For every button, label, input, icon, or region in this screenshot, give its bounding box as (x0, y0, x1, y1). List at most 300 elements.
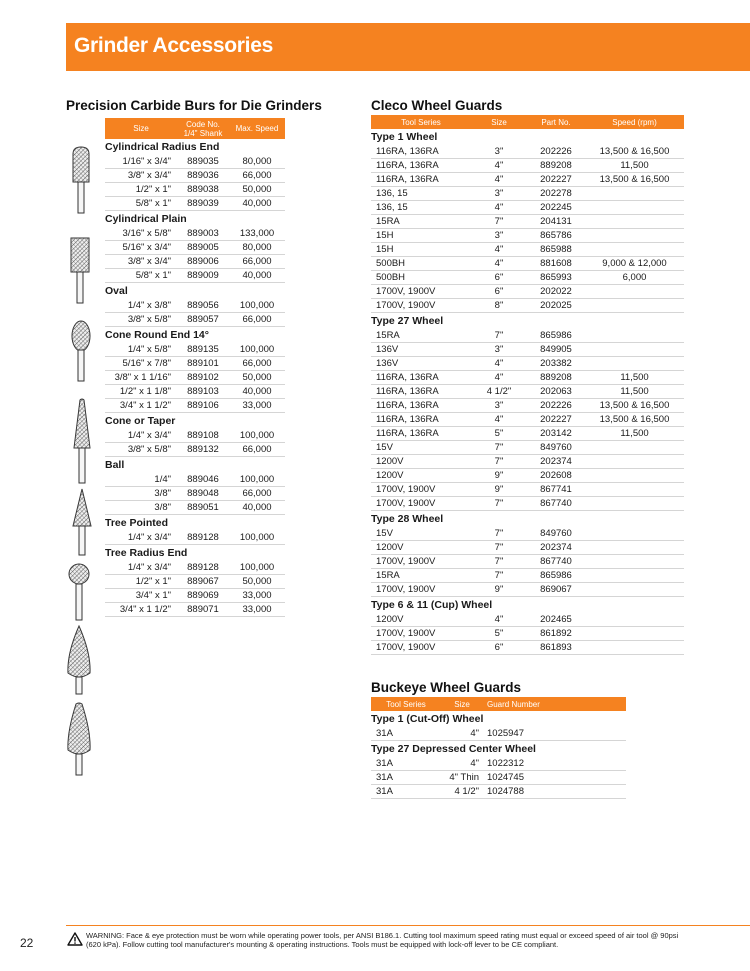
guard-cell-speed: 13,500 & 16,500 (585, 399, 684, 413)
group-heading-row (105, 457, 285, 474)
bur-row (105, 155, 285, 169)
bur-cell-spd: 100,000 (229, 429, 285, 443)
guard-row (371, 159, 684, 173)
bur-cell-code: 889135 (177, 343, 229, 357)
guard-cell-speed (585, 641, 684, 655)
bur-cell-size: 1/16" x 3/4" (105, 155, 177, 169)
bur-cell-size: 1/2" x 1 1/8" (105, 385, 177, 399)
wheel-type-heading: Type 27 Depressed Center Wheel (371, 743, 536, 755)
guard-cell-speed (585, 613, 684, 627)
bur-row (105, 241, 285, 255)
guard-row (371, 173, 684, 187)
group-heading-row (105, 139, 285, 155)
bur-cell-size: 1/2" x 1" (105, 183, 177, 197)
guard-cell-series: 15V (371, 441, 471, 455)
burs-section-title: Precision Carbide Burs for Die Grinders (66, 98, 322, 113)
guard-cell-part: 865986 (527, 569, 585, 583)
bur-cell-spd: 100,000 (229, 561, 285, 575)
guard-cell-series: 1700V, 1900V (371, 483, 471, 497)
bur-row (105, 299, 285, 313)
guard-cell-size: 5" (471, 627, 527, 641)
bur-cell-size: 5/16" x 7/8" (105, 357, 177, 371)
bur-cell-size: 5/16" x 3/4" (105, 241, 177, 255)
guard-cell-part: 849905 (527, 343, 585, 357)
guard-cell-speed: 9,000 & 12,000 (585, 257, 684, 271)
guard-cell-series: 116RA, 136RA (371, 399, 471, 413)
guard-cell-part: 202227 (527, 173, 585, 187)
guard-cell-series: 1700V, 1900V (371, 285, 471, 299)
guard-cell-series: 1700V, 1900V (371, 641, 471, 655)
bur-row (105, 183, 285, 197)
wheel-type-heading: Type 6 & 11 (Cup) Wheel (371, 599, 493, 611)
guard-cell-series: 116RA, 136RA (371, 427, 471, 441)
guard-row (371, 229, 684, 243)
guard-row (371, 257, 684, 271)
bur-cell-spd: 66,000 (229, 443, 285, 457)
bur-row (105, 531, 285, 545)
bur-row (105, 197, 285, 211)
guard-row (371, 299, 684, 313)
guard-cell-series: 15RA (371, 329, 471, 343)
bur-cell-size: 1/4" x 5/8" (105, 343, 177, 357)
bur-cell-size: 3/4" x 1" (105, 589, 177, 603)
guard-cell-part: 865986 (527, 329, 585, 343)
guard-cell-speed: 11,500 (585, 159, 684, 173)
guard-row (371, 271, 684, 285)
guard-cell-series: 1700V, 1900V (371, 555, 471, 569)
guard-cell-series: 15H (371, 229, 471, 243)
bur-type-heading: Cylindrical Plain (105, 213, 187, 225)
guard-cell-size: 4" (471, 201, 527, 215)
guard-cell-series: 136V (371, 357, 471, 371)
bur-cell-code: 889128 (177, 561, 229, 575)
guard-cell-speed (585, 541, 684, 555)
bur-cone-round-icon (71, 398, 93, 484)
guard-cell-size: 7" (471, 455, 527, 469)
bur-row (105, 313, 285, 327)
bur-cell-size: 1/4" x 3/4" (105, 561, 177, 575)
cleco-header-size: Size (471, 115, 527, 129)
guard-cell-size: 7" (471, 497, 527, 511)
guard-row (371, 569, 684, 583)
group-heading-row (371, 511, 684, 528)
guard-cell-series: 1200V (371, 469, 471, 483)
guard-cell-speed: 11,500 (585, 385, 684, 399)
bur-cell-code: 889051 (177, 501, 229, 515)
bur-row (105, 371, 285, 385)
bur-cell-size: 3/8" x 3/4" (105, 255, 177, 269)
guard-cell-series: 136V (371, 343, 471, 357)
bur-row (105, 343, 285, 357)
burs-header-code: Code No. 1/4" Shank (177, 118, 229, 139)
guard-cell-series: 116RA, 136RA (371, 145, 471, 159)
footer-warning-text: WARNING: Face & eye protection must be worn while operating power tools, per ANSI B186.1. Cutting tool maximum speed rating must equal or exceed speed of air tool @ 90psi (620 kPa). Follow cutting tool manufacturer's mounting & operating instructions. Tools must be equipped with lock-off lever to be CE compliant. (86, 931, 679, 949)
buckeye-table (371, 697, 626, 799)
guard-cell-part: 202025 (527, 299, 585, 313)
guard-cell-series: 1200V (371, 613, 471, 627)
guard-cell-guard: 1024788 (483, 785, 626, 799)
guard-cell-speed (585, 215, 684, 229)
guard-cell-size: 3" (471, 343, 527, 357)
bur-row (105, 357, 285, 371)
guard-cell-speed (585, 527, 684, 541)
bur-cell-code: 889067 (177, 575, 229, 589)
guard-cell-speed (585, 229, 684, 243)
guard-cell-size: 7" (471, 441, 527, 455)
guard-cell-speed: 6,000 (585, 271, 684, 285)
bur-cell-size: 3/8" (105, 501, 177, 515)
bur-row (105, 473, 285, 487)
bur-type-heading: Tree Radius End (105, 547, 188, 559)
guard-cell-size: 4" (471, 357, 527, 371)
group-heading-row (105, 515, 285, 532)
guard-cell-series: 1700V, 1900V (371, 299, 471, 313)
bur-cell-spd: 40,000 (229, 269, 285, 283)
bur-cell-code: 889103 (177, 385, 229, 399)
bur-cone-taper-icon (71, 488, 93, 556)
guard-cell-size: 7" (471, 541, 527, 555)
bur-type-heading: Tree Pointed (105, 517, 169, 529)
guard-cell-size: 4 1/2" (441, 785, 483, 799)
bur-cell-size: 3/8" x 1 1/16" (105, 371, 177, 385)
guard-cell-part: 889208 (527, 159, 585, 173)
guard-cell-speed (585, 343, 684, 357)
guard-cell-size: 7" (471, 569, 527, 583)
bur-cell-size: 5/8" x 1" (105, 197, 177, 211)
bur-type-heading: Oval (105, 285, 128, 297)
guard-cell-speed: 11,500 (585, 371, 684, 385)
bur-cell-code: 889039 (177, 197, 229, 211)
bur-ball-icon (68, 563, 90, 621)
wheel-type-heading: Type 27 Wheel (371, 315, 444, 327)
bur-cell-spd: 33,000 (229, 399, 285, 413)
group-heading-row (371, 129, 684, 145)
guard-row (371, 399, 684, 413)
guard-cell-part: 849760 (527, 527, 585, 541)
bur-cell-code: 889038 (177, 183, 229, 197)
guard-cell-speed (585, 483, 684, 497)
buckeye-section-title: Buckeye Wheel Guards (371, 680, 522, 695)
guard-cell-speed (585, 455, 684, 469)
guard-cell-part: 861893 (527, 641, 585, 655)
guard-cell-size: 7" (471, 555, 527, 569)
guard-cell-part: 881608 (527, 257, 585, 271)
guard-cell-series: 116RA, 136RA (371, 385, 471, 399)
guard-cell-part: 889208 (527, 371, 585, 385)
guard-row (371, 357, 684, 371)
guard-row (371, 757, 626, 771)
guard-cell-speed: 13,500 & 16,500 (585, 413, 684, 427)
bur-cell-size: 1/4" x 3/8" (105, 299, 177, 313)
guard-cell-size: 3" (471, 399, 527, 413)
guard-cell-series: 1200V (371, 455, 471, 469)
guard-cell-part: 202278 (527, 187, 585, 201)
bur-cell-spd: 40,000 (229, 197, 285, 211)
guard-cell-size: 4 1/2" (471, 385, 527, 399)
guard-cell-speed (585, 357, 684, 371)
bur-cell-code: 889108 (177, 429, 229, 443)
guard-row (371, 371, 684, 385)
guard-cell-size: 4" (471, 243, 527, 257)
bur-cell-size: 5/8" x 1" (105, 269, 177, 283)
bur-cell-spd: 50,000 (229, 183, 285, 197)
guard-cell-part: 202022 (527, 285, 585, 299)
bur-cell-code: 889009 (177, 269, 229, 283)
page-title: Grinder Accessories (74, 34, 273, 57)
bur-type-heading: Cone Round End 14° (105, 329, 209, 341)
bur-cell-size: 3/8" x 3/4" (105, 169, 177, 183)
bur-cell-spd: 100,000 (229, 299, 285, 313)
burs-header-size: Size (105, 118, 177, 139)
guard-row (371, 413, 684, 427)
guard-cell-part: 202063 (527, 385, 585, 399)
bur-cell-spd: 66,000 (229, 255, 285, 269)
guard-row (371, 613, 684, 627)
guard-row (371, 243, 684, 257)
wheel-type-heading: Type 28 Wheel (371, 513, 444, 525)
bur-type-heading: Ball (105, 459, 125, 471)
bur-cell-size: 3/4" x 1 1/2" (105, 399, 177, 413)
bur-cell-code: 889102 (177, 371, 229, 385)
bur-row (105, 385, 285, 399)
guard-row (371, 187, 684, 201)
guard-cell-size: 7" (471, 215, 527, 229)
guard-cell-part: 865993 (527, 271, 585, 285)
guard-row (371, 727, 626, 741)
guard-row (371, 483, 684, 497)
guard-cell-part: 202374 (527, 455, 585, 469)
guard-cell-series: 1700V, 1900V (371, 627, 471, 641)
guard-cell-series: 136, 15 (371, 201, 471, 215)
bur-row (105, 255, 285, 269)
bur-cell-code: 889057 (177, 313, 229, 327)
guard-cell-speed (585, 555, 684, 569)
guard-cell-part: 865786 (527, 229, 585, 243)
guard-cell-size: 4" (471, 173, 527, 187)
bur-row (105, 169, 285, 183)
page-number: 22 (20, 936, 34, 950)
bur-row (105, 269, 285, 283)
guard-cell-speed (585, 329, 684, 343)
cleco-header-part: Part No. (527, 115, 585, 129)
guard-cell-size: 4" (471, 613, 527, 627)
bur-cell-spd: 50,000 (229, 575, 285, 589)
group-heading-row (105, 283, 285, 300)
bur-cell-code: 889056 (177, 299, 229, 313)
group-heading-row (371, 597, 684, 614)
guard-cell-series: 15RA (371, 215, 471, 229)
bur-cell-spd: 66,000 (229, 357, 285, 371)
guard-cell-series: 116RA, 136RA (371, 159, 471, 173)
guard-cell-size: 3" (471, 145, 527, 159)
buckeye-header-size: Size (441, 697, 483, 711)
guard-row (371, 555, 684, 569)
guard-row (371, 785, 626, 799)
guard-cell-part: 202374 (527, 541, 585, 555)
guard-cell-size: 4" (441, 757, 483, 771)
bur-cell-code: 889006 (177, 255, 229, 269)
guard-cell-part: 867740 (527, 555, 585, 569)
guard-cell-size: 9" (471, 469, 527, 483)
guard-cell-series: 31A (371, 785, 441, 799)
bur-row (105, 429, 285, 443)
wheel-type-heading: Type 1 Wheel (371, 131, 438, 143)
warning-icon (67, 932, 83, 946)
guard-cell-part: 202226 (527, 145, 585, 159)
guard-cell-part: 203142 (527, 427, 585, 441)
guard-row (371, 469, 684, 483)
bur-type-heading: Cylindrical Radius End (105, 141, 220, 153)
guard-cell-guard: 1025947 (483, 727, 626, 741)
guard-cell-part: 849760 (527, 441, 585, 455)
bur-cell-spd: 33,000 (229, 589, 285, 603)
bur-cell-code: 889035 (177, 155, 229, 169)
cleco-header-series: Tool Series (371, 115, 471, 129)
guard-cell-size: 6" (471, 271, 527, 285)
guard-cell-speed (585, 299, 684, 313)
guard-row (371, 201, 684, 215)
bur-row (105, 589, 285, 603)
guard-cell-size: 4" (441, 727, 483, 741)
guard-cell-part: 865988 (527, 243, 585, 257)
guard-cell-speed (585, 201, 684, 215)
bur-cell-spd: 40,000 (229, 385, 285, 399)
bur-row (105, 561, 285, 575)
group-heading-row (105, 413, 285, 430)
guard-cell-series: 1200V (371, 541, 471, 555)
footer-divider (66, 925, 750, 926)
bur-row (105, 227, 285, 241)
guard-cell-size: 4" (471, 257, 527, 271)
bur-cell-code: 889101 (177, 357, 229, 371)
guard-cell-series: 15H (371, 243, 471, 257)
bur-row (105, 603, 285, 617)
guard-cell-speed (585, 583, 684, 597)
guard-cell-size: 4" (471, 159, 527, 173)
wheel-type-heading: Type 1 (Cut-Off) Wheel (371, 713, 484, 725)
bur-row (105, 399, 285, 413)
bur-tree-radius-icon (64, 702, 94, 776)
guard-row (371, 455, 684, 469)
group-heading-row (371, 313, 684, 330)
guard-cell-size: 4" (471, 413, 527, 427)
guard-cell-speed (585, 243, 684, 257)
bur-cell-size: 1/4" x 3/4" (105, 429, 177, 443)
guard-cell-speed (585, 441, 684, 455)
bur-cell-code: 889069 (177, 589, 229, 603)
guard-cell-series: 116RA, 136RA (371, 173, 471, 187)
guard-cell-speed (585, 569, 684, 583)
guard-row (371, 385, 684, 399)
buckeye-header-series: Tool Series (371, 697, 441, 711)
bur-cell-code: 889132 (177, 443, 229, 457)
bur-cell-size: 3/4" x 1 1/2" (105, 603, 177, 617)
guard-cell-size: 6" (471, 285, 527, 299)
guard-cell-size: 3" (471, 229, 527, 243)
bur-row (105, 443, 285, 457)
bur-cell-spd: 100,000 (229, 531, 285, 545)
guard-cell-series: 116RA, 136RA (371, 413, 471, 427)
group-heading-row (105, 327, 285, 344)
bur-cell-code: 889071 (177, 603, 229, 617)
bur-cell-code: 889036 (177, 169, 229, 183)
bur-cell-spd: 33,000 (229, 603, 285, 617)
page-banner (66, 23, 750, 71)
guard-cell-part: 867741 (527, 483, 585, 497)
bur-tree-pointed-icon (64, 625, 94, 695)
bur-cell-code: 889005 (177, 241, 229, 255)
guard-row (371, 427, 684, 441)
guard-cell-size: 3" (471, 187, 527, 201)
bur-cell-code: 889003 (177, 227, 229, 241)
guard-row (371, 527, 684, 541)
guard-row (371, 441, 684, 455)
group-heading-row (371, 741, 626, 758)
bur-cell-spd: 66,000 (229, 313, 285, 327)
cleco-section-title: Cleco Wheel Guards (371, 98, 503, 113)
bur-cell-code: 889128 (177, 531, 229, 545)
cleco-table (371, 115, 684, 655)
bur-row (105, 487, 285, 501)
bur-cell-size: 1/2" x 1" (105, 575, 177, 589)
guard-cell-series: 1700V, 1900V (371, 497, 471, 511)
guard-cell-part: 867740 (527, 497, 585, 511)
guard-cell-part: 869067 (527, 583, 585, 597)
guard-row (371, 583, 684, 597)
bur-cell-size: 1/4" x 3/4" (105, 531, 177, 545)
bur-cell-spd: 100,000 (229, 343, 285, 357)
guard-cell-part: 203382 (527, 357, 585, 371)
guard-cell-speed (585, 497, 684, 511)
guard-cell-speed (585, 285, 684, 299)
guard-row (371, 541, 684, 555)
bur-type-heading: Cone or Taper (105, 415, 176, 427)
guard-cell-size: 5" (471, 427, 527, 441)
bur-cell-code: 889046 (177, 473, 229, 487)
guard-row (371, 145, 684, 159)
bur-cell-spd: 80,000 (229, 155, 285, 169)
bur-cell-spd: 100,000 (229, 473, 285, 487)
guard-cell-series: 31A (371, 757, 441, 771)
guard-cell-series: 31A (371, 727, 441, 741)
bur-cell-spd: 40,000 (229, 501, 285, 515)
guard-row (371, 641, 684, 655)
guard-cell-part: 202465 (527, 613, 585, 627)
guard-cell-size: 9" (471, 483, 527, 497)
cleco-header-speed: Speed (rpm) (585, 115, 684, 129)
bur-oval-icon (70, 320, 92, 382)
bur-cell-spd: 80,000 (229, 241, 285, 255)
bur-cylindrical-plain-icon (69, 236, 91, 304)
guard-cell-size: 7" (471, 329, 527, 343)
guard-row (371, 329, 684, 343)
bur-cell-size: 1/4" (105, 473, 177, 487)
guard-cell-part: 202608 (527, 469, 585, 483)
guard-cell-size: 7" (471, 527, 527, 541)
guard-cell-size: 4" (471, 371, 527, 385)
guard-row (371, 627, 684, 641)
guard-cell-speed: 13,500 & 16,500 (585, 173, 684, 187)
guard-cell-size: 8" (471, 299, 527, 313)
guard-cell-guard: 1022312 (483, 757, 626, 771)
bur-row (105, 501, 285, 515)
guard-row (371, 215, 684, 229)
burs-header-speed: Max. Speed (229, 118, 285, 139)
guard-cell-series: 15V (371, 527, 471, 541)
guard-row (371, 771, 626, 785)
group-heading-row (105, 545, 285, 562)
guard-cell-size: 4" Thin (441, 771, 483, 785)
